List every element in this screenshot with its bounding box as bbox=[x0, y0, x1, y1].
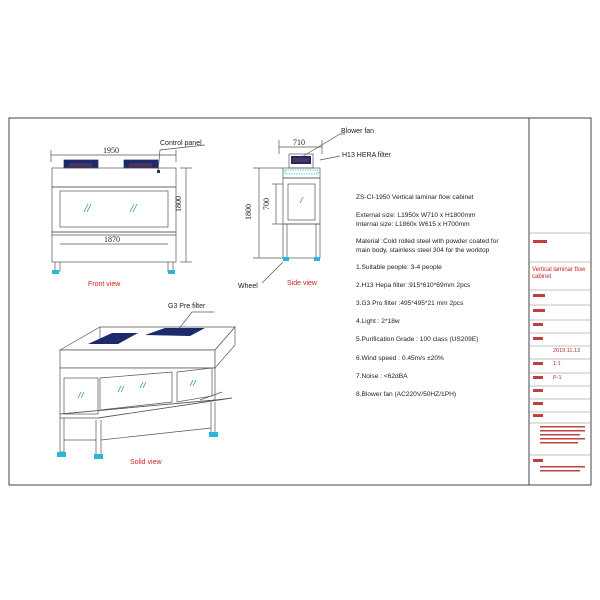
side-width-dim: 710 bbox=[293, 138, 305, 147]
spec-material-line1: Material :Cold rolled steel with powder coated for bbox=[356, 238, 499, 245]
front-width-dim: 1950 bbox=[103, 146, 119, 155]
side-height-dim: 1800 bbox=[244, 204, 253, 220]
title-block-date: 2019.11.13 bbox=[553, 348, 581, 354]
spec-material-line2: main body, stainless steel 304 for the worktop bbox=[356, 247, 490, 254]
front-view-glass-marks bbox=[84, 204, 137, 212]
front-view-title: Front view bbox=[88, 281, 121, 288]
solid-view-title: Solid view bbox=[130, 459, 162, 466]
spec-item-4: 4.Light : 2*18w bbox=[356, 318, 400, 325]
spec-internal-size: Internal size: L1860x W615 x H700mm bbox=[356, 221, 470, 228]
side-view-wheels bbox=[283, 257, 320, 261]
title-block-product: Vertical laminar flow cabinet bbox=[532, 267, 586, 281]
spec-external-size: External size: L1950x W710 x H1800mm bbox=[356, 212, 476, 219]
g3-filter-label: G3 Pre filter bbox=[168, 303, 206, 310]
title-block-scale: 1:1 bbox=[553, 361, 561, 367]
spec-item-7: 7.Noise : <62dBA bbox=[356, 373, 408, 380]
spec-item-1: 1.Suitable people: 3-4 people bbox=[356, 264, 442, 271]
control-panel-label: Control panel bbox=[160, 140, 202, 147]
front-height-dim: 1800 bbox=[174, 196, 183, 212]
title-block-page: P-1 bbox=[553, 375, 562, 381]
spec-item-6: 6.Wind speed : 0.45m/s ±20% bbox=[356, 355, 444, 362]
spec-item-5: 5.Purification Grade : 100 class (US209E) bbox=[356, 336, 479, 343]
blower-fan-label: Blower fan bbox=[341, 128, 375, 135]
spec-item-8: 8.Blower fan (AC220V/50HZ/1PH) bbox=[356, 391, 457, 398]
front-view-wheels bbox=[52, 270, 175, 274]
solid-view bbox=[60, 312, 235, 454]
front-inner-width-dim: 1870 bbox=[104, 235, 120, 244]
spec-item-2: 2.H13 Hepa filter :915*610*69mm 2pcs bbox=[356, 282, 471, 289]
h13-filter-label: H13 HERA filter bbox=[342, 152, 392, 159]
spec-item-3: 3.G3 Pro filter :495*495*21 mm 2pcs bbox=[356, 300, 464, 307]
side-inner-height-dim: 700 bbox=[262, 198, 271, 210]
side-view-title: Side view bbox=[287, 280, 317, 287]
control-panel-marker bbox=[157, 170, 160, 173]
wheel-label: Wheel bbox=[238, 283, 258, 290]
spec-title: ZS-CI-1950 Vertical laminar flow cabinet bbox=[356, 194, 474, 201]
